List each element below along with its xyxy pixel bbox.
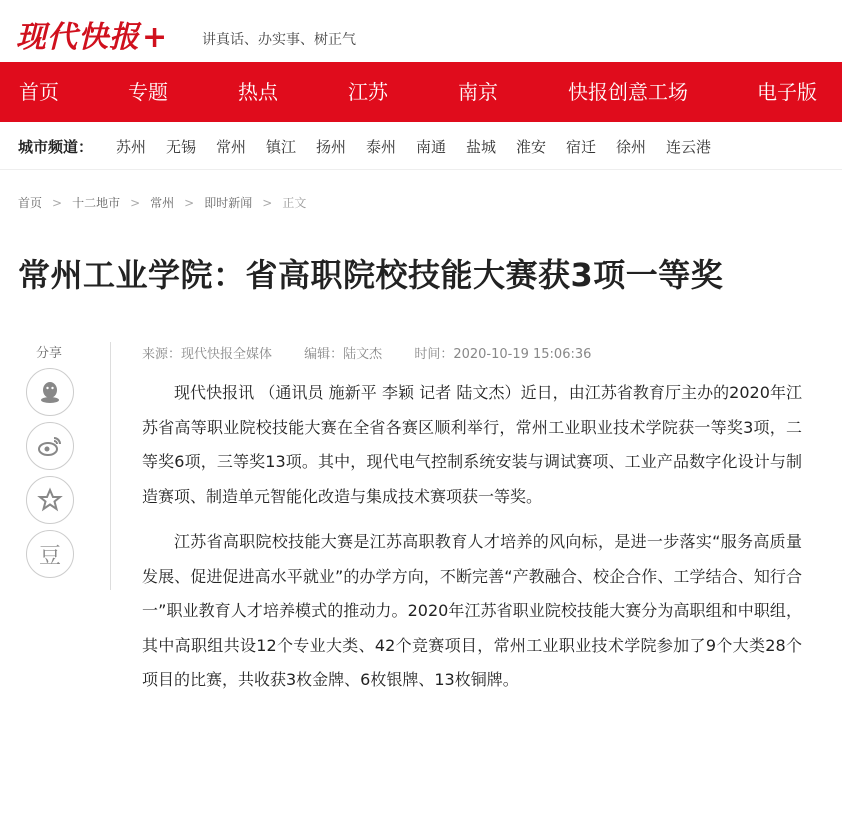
city-item-huaian[interactable]: 淮安 xyxy=(516,138,547,156)
article-meta xyxy=(142,343,619,362)
chevron-right-icon: > xyxy=(52,195,63,210)
nav-item-creative[interactable]: 快报创意工场 xyxy=(568,80,688,104)
nav-item-hot[interactable]: 热点 xyxy=(238,80,278,104)
city-channel-bar xyxy=(0,122,842,170)
chevron-right-icon: > xyxy=(184,195,195,210)
logo-text: 现代快报 xyxy=(16,20,140,55)
breadcrumb-news[interactable]: 即时新闻 xyxy=(204,196,253,210)
city-item-suzhou[interactable]: 苏州 xyxy=(116,138,147,156)
qzone-share-button[interactable] xyxy=(26,476,74,524)
article-body xyxy=(142,376,802,709)
nav-item-jiangsu[interactable]: 江苏 xyxy=(348,80,388,104)
city-item-changzhou[interactable]: 常州 xyxy=(216,138,247,156)
breadcrumb-current: 正文 xyxy=(282,196,307,210)
city-item-zhenjiang[interactable]: 镇江 xyxy=(266,138,297,156)
qq-share-button[interactable] xyxy=(26,368,74,416)
article-paragraph: 现代快报讯 （通讯员 施新平 李颖 记者 陆文杰）近日，由江苏省教育厅主办的2020年江苏省高等职业院校技能大赛在全省各赛区顺利举行，常州工业职业技术学院获一等奖3项，二等奖6项，三等奖13项。其中，现代电气控制系统安装与调试赛项、工业产品数字化设计与制造赛项、制造单元智能化改造与集成技术赛项获一等奖。 xyxy=(142,383,802,506)
city-item-yancheng[interactable]: 盐城 xyxy=(466,138,497,156)
city-item-wuxi[interactable]: 无锡 xyxy=(166,138,197,156)
douban-share-button[interactable] xyxy=(26,530,74,578)
share-divider xyxy=(110,342,111,590)
city-channel-label: 城市频道： xyxy=(18,138,94,156)
nav-item-home[interactable]: 首页 xyxy=(19,80,59,104)
douban-icon: 豆 xyxy=(38,543,61,569)
breadcrumb-changzhou[interactable]: 常州 xyxy=(150,196,175,210)
qzone-icon xyxy=(37,487,63,513)
weibo-icon xyxy=(37,433,63,459)
breadcrumb-cities[interactable]: 十二地市 xyxy=(72,196,121,210)
city-item-suqian[interactable]: 宿迁 xyxy=(566,138,597,156)
qq-icon xyxy=(37,379,63,405)
city-item-lianyungang[interactable]: 连云港 xyxy=(666,138,712,156)
weibo-share-button[interactable] xyxy=(26,422,74,470)
city-item-yangzhou[interactable]: 扬州 xyxy=(316,138,347,156)
city-item-xuzhou[interactable]: 徐州 xyxy=(616,138,647,156)
breadcrumb-home[interactable]: 首页 xyxy=(18,196,43,210)
share-label: 分享 xyxy=(36,346,63,361)
chevron-right-icon: > xyxy=(262,195,273,210)
breadcrumb xyxy=(18,194,306,211)
article-source: 来源：现代快报全媒体 xyxy=(142,347,273,362)
article-paragraph: 江苏省高职院校技能大赛是江苏高职教育人才培养的风向标，是进一步落实“服务高质量发展、促进促进高水平就业”的办学方向，不断完善“产教融合、校企合作、工学结合、知行合一”职业教育人才培养模式的推动力。2020年江苏省职业院校技能大赛分为高职组和中职组，其中高职组共设12个专业大类、42个竞赛项目，常州工业职业技术学院参加了9个大类28个项目的比赛，共收获3枚金牌、6枚银牌、13枚铜牌。 xyxy=(142,532,802,689)
city-item-nantong[interactable]: 南通 xyxy=(416,138,447,156)
article-title: 常州工业学院：省高职院校技能大赛获3项一等奖 xyxy=(18,256,724,294)
city-item-taizhou[interactable]: 泰州 xyxy=(366,138,397,156)
article-editor: 编辑：陆文杰 xyxy=(304,347,383,362)
chevron-right-icon: > xyxy=(130,195,141,210)
main-nav xyxy=(0,62,842,122)
nav-item-epaper[interactable]: 电子版 xyxy=(757,80,817,104)
logo-plus: + xyxy=(142,20,168,55)
article-time: 时间：2020-10-19 15:06:36 xyxy=(414,347,592,362)
site-slogan: 讲真话、办实事、树正气 xyxy=(202,32,356,48)
site-logo[interactable] xyxy=(16,12,167,56)
nav-item-topics[interactable]: 专题 xyxy=(128,80,168,104)
site-header xyxy=(0,0,842,62)
nav-item-nanjing[interactable]: 南京 xyxy=(458,80,498,104)
